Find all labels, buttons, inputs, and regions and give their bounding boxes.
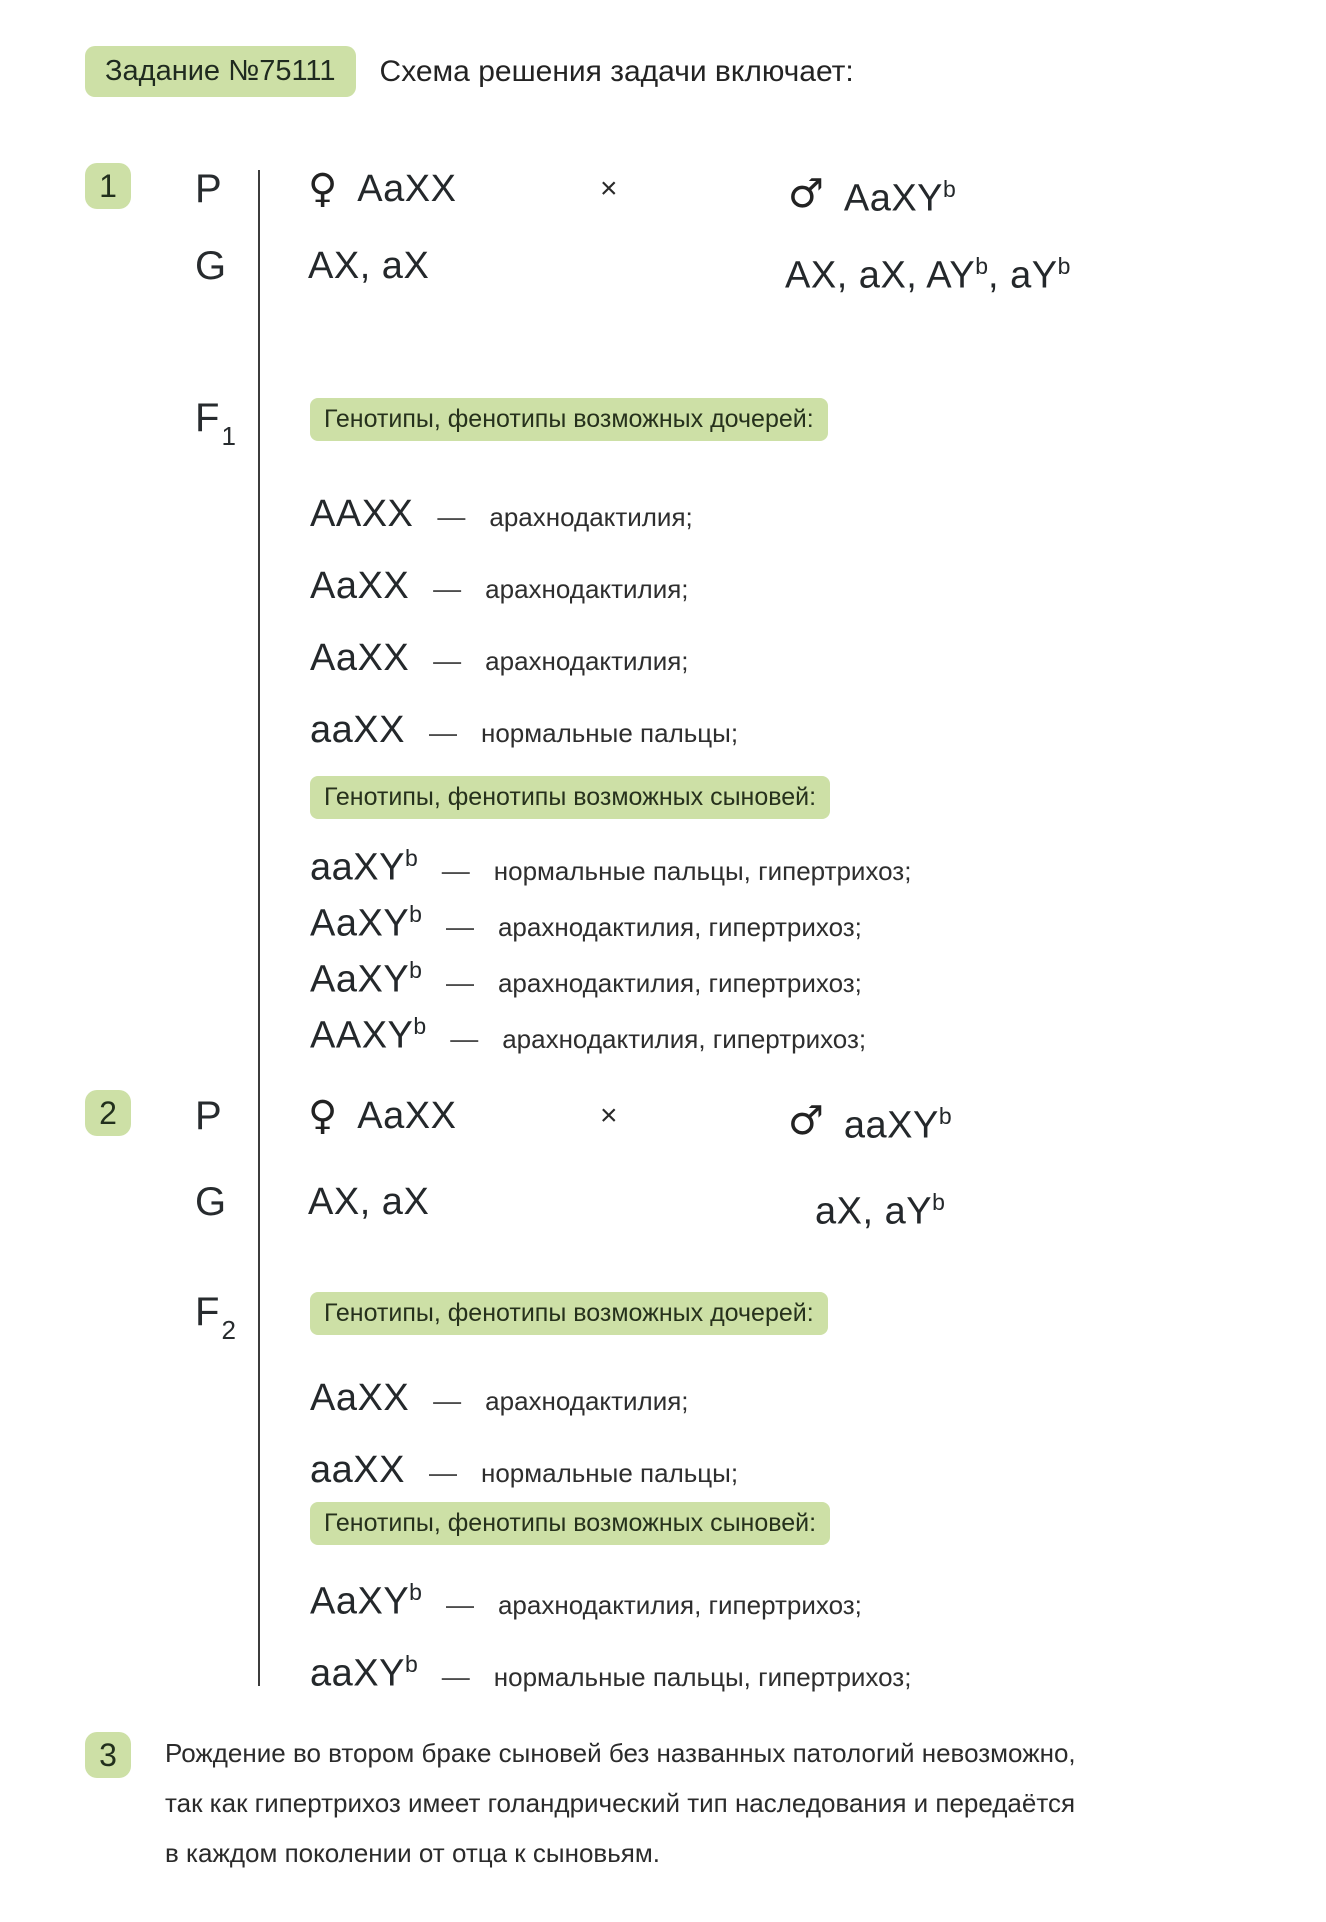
father-group xyxy=(788,163,956,225)
genotype: aaXY$^b$ xyxy=(310,1651,418,1695)
phenotype: арахнодактилия, гипертрихоз; xyxy=(502,1023,867,1054)
mother-genotype: AaXX xyxy=(357,168,457,210)
phenotype: арахнодактилия, гипертрихоз; xyxy=(497,911,862,942)
dash: — xyxy=(445,910,474,942)
genotype: aaXX xyxy=(310,709,405,751)
generation-letter-p: P xyxy=(195,167,222,211)
phenotype: арахнодактилия; xyxy=(485,1386,689,1416)
f1-row xyxy=(0,392,1326,451)
dash: — xyxy=(437,501,466,532)
f2-row xyxy=(0,1286,1326,1345)
daughter-row xyxy=(310,1372,689,1422)
p-row-2 xyxy=(0,1090,1326,1147)
male-icon: ♂ xyxy=(788,170,824,217)
phenotype: нормальные пальцы, гипертрихоз; xyxy=(493,1661,912,1692)
conclusion-line: так как гипертрихоз имеет голандрический тип наследования и передаётся xyxy=(165,1788,1076,1818)
genotype: aaXX xyxy=(310,1449,405,1491)
dash: — xyxy=(441,854,470,886)
dash: — xyxy=(445,966,474,998)
g-row-2 xyxy=(0,1176,1326,1233)
dash: — xyxy=(445,1588,474,1620)
mother-gametes: AX, aX xyxy=(308,1181,430,1223)
section-number: 2 xyxy=(99,1094,117,1131)
son-row xyxy=(310,1638,912,1695)
mother-genotype: AaXX xyxy=(357,1095,457,1137)
phenotype: арахнодактилия; xyxy=(485,574,689,604)
dash: — xyxy=(433,645,462,676)
cross-sign: × xyxy=(600,1099,618,1132)
page-title: Схема решения задачи включает: xyxy=(379,54,854,88)
father-genotype: aaXY$^b$ xyxy=(843,1103,952,1147)
dash: — xyxy=(450,1022,479,1054)
daughters-header-2: Генотипы, фенотипы возможных дочерей: xyxy=(310,1292,828,1335)
phenotype: арахнодактилия; xyxy=(485,646,689,676)
sons-header-1: Генотипы, фенотипы возможных сыновей: xyxy=(310,776,830,819)
father-gametes: aX, $aY^b$ xyxy=(815,1189,945,1233)
dash: — xyxy=(433,1385,462,1416)
section-number: 1 xyxy=(99,167,117,204)
generation-letter-f2: $F_2$ xyxy=(195,1290,236,1345)
dash: — xyxy=(433,573,462,604)
task-number-badge: Задание №75111 xyxy=(85,46,356,97)
genotype: AaXX xyxy=(310,637,410,679)
daughter-row xyxy=(310,1444,738,1494)
genotype: AaXX xyxy=(310,565,410,607)
sons-header-2: Генотипы, фенотипы возможных сыновей: xyxy=(310,1502,830,1545)
mother-group xyxy=(308,1090,456,1142)
father-gametes: AX, aX, $AY^b$, $aY^b$ xyxy=(785,253,1071,297)
dash: — xyxy=(428,717,457,748)
phenotype: арахнодактилия, гипертрихоз; xyxy=(497,967,862,998)
phenotype: нормальные пальцы; xyxy=(480,718,739,748)
female-icon: ♀ xyxy=(308,166,338,212)
genotype: AaXX xyxy=(310,1377,410,1419)
son-row xyxy=(310,944,862,1001)
mother-gametes: AX, aX xyxy=(308,245,430,287)
daughters-header-1: Генотипы, фенотипы возможных дочерей: xyxy=(310,398,828,441)
dash: — xyxy=(441,1660,470,1692)
male-icon: ♂ xyxy=(788,1097,824,1144)
son-row xyxy=(310,832,912,889)
phenotype: нормальные пальцы, гипертрихоз; xyxy=(493,855,912,886)
generation-letter-g: G xyxy=(195,1180,227,1224)
conclusion-text xyxy=(165,1728,1255,1878)
genotype: AaXY$^b$ xyxy=(310,957,422,1001)
cross-sign: × xyxy=(600,172,618,205)
genotype: aaXY$^b$ xyxy=(310,845,418,889)
conclusion-line: Рождение во втором браке сыновей без названных патологий невозможно, xyxy=(165,1738,1076,1768)
g-row-1 xyxy=(0,240,1326,297)
f1-subscript: 1 xyxy=(221,421,236,451)
phenotype: арахнодактилия; xyxy=(489,502,693,532)
daughter-row xyxy=(310,704,738,754)
genotype: AAXY$^b$ xyxy=(310,1013,427,1057)
daughter-row xyxy=(310,560,689,610)
son-row xyxy=(310,1566,862,1623)
phenotype: арахнодактилия, гипертрихоз; xyxy=(497,1589,862,1620)
daughter-row xyxy=(310,632,689,682)
female-icon: ♀ xyxy=(308,1093,338,1139)
section-number: 3 xyxy=(99,1736,117,1773)
p-row-1 xyxy=(0,163,1326,220)
genotype: AAXX xyxy=(310,493,414,535)
f2-subscript: 2 xyxy=(221,1315,236,1345)
generation-letter-g: G xyxy=(195,244,227,288)
mother-group xyxy=(308,163,456,215)
generation-letter-p: P xyxy=(195,1094,222,1138)
section-3-badge xyxy=(85,1732,131,1778)
phenotype: нормальные пальцы; xyxy=(480,1458,739,1488)
daughter-row xyxy=(310,488,693,538)
genotype: AaXY$^b$ xyxy=(310,901,422,945)
father-group xyxy=(788,1090,952,1152)
father-genotype: AaXY$^b$ xyxy=(843,176,956,220)
page-header xyxy=(85,46,854,97)
dash: — xyxy=(428,1457,457,1488)
conclusion-line: в каждом поколении от отца к сыновьям. xyxy=(165,1838,660,1868)
generation-letter-f1: $F_1$ xyxy=(195,396,236,451)
genotype: AaXY$^b$ xyxy=(310,1579,422,1623)
son-row xyxy=(310,1000,867,1057)
son-row xyxy=(310,888,862,945)
